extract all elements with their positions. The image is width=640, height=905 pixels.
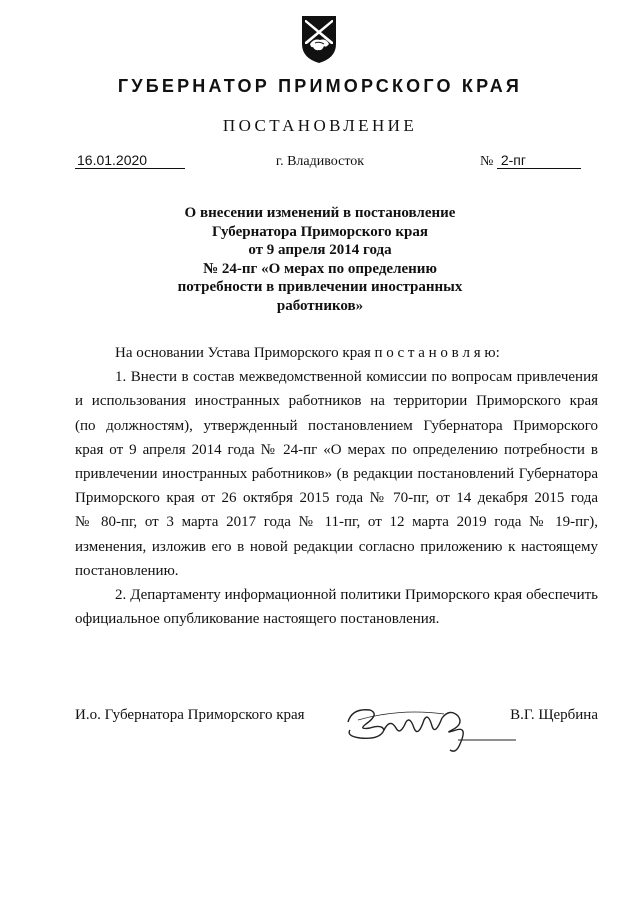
body-line: и использования иностранных работников на территории Приморского края xyxy=(75,393,598,410)
document-date: 16.01.2020 xyxy=(75,152,185,169)
body-line: края от 9 апреля 2014 года № 24-пг «О мерах по определению потребности в xyxy=(75,441,598,458)
title-line: О внесении изменений в постановление xyxy=(184,205,456,221)
document-type: ПОСТАНОВЛЕНИЕ xyxy=(222,116,418,135)
item-1-paragraph xyxy=(75,365,598,583)
coat-of-arms-icon xyxy=(300,14,338,64)
body-line: Приморского края от 26 октября 2015 года № 70-пг, от 14 декабря 2015 года xyxy=(75,490,598,507)
intro-paragraph xyxy=(75,341,598,365)
number-value: 2-пг xyxy=(497,152,581,169)
title-line: Губернатора Приморского края xyxy=(212,223,428,240)
body-line: постановлению. xyxy=(75,562,179,579)
document-title xyxy=(0,204,640,315)
document-number xyxy=(480,152,581,170)
body-line: 2. Департаменту информационной политики Приморского края обеспечить xyxy=(115,587,598,604)
document-body xyxy=(75,341,598,631)
title-line: потребности в привлечении иностранных xyxy=(177,279,463,295)
document-city: г. Владивосток xyxy=(275,154,365,169)
signer-role: И.о. Губернатора Приморского края xyxy=(75,707,305,723)
body-line: № 80-пг, от 3 марта 2017 года № 11-пг, от 12 марта 2019 года № 19-пг), xyxy=(75,514,598,531)
item-2-paragraph xyxy=(75,583,598,631)
title-line: работников» xyxy=(276,297,364,314)
organization-title: ГУБЕРНАТОР ПРИМОРСКОГО КРАЯ xyxy=(117,76,523,96)
body-line: 1. Внести в состав межведомственной комиссии по вопросам привлечения xyxy=(115,369,598,386)
title-line: от 9 апреля 2014 года xyxy=(248,242,392,258)
body-line: изменения, изложив его в новой редакции согласно приложению к настоящему xyxy=(75,538,598,555)
body-line: официальное опубликование настоящего постановления. xyxy=(75,611,440,628)
signature-icon xyxy=(340,700,520,760)
signer-name: В.Г. Щербина xyxy=(510,707,598,723)
number-prefix: № xyxy=(480,154,494,169)
body-line: (по должностям), утвержденный постановлением Губернатора Приморского xyxy=(75,417,598,434)
body-line: На основании Устава Приморского края п о с т а н о в л я ю: xyxy=(115,345,500,361)
title-line: № 24-пг «О мерах по определению xyxy=(203,260,437,277)
body-line: привлечении иностранных работников» (в редакции постановлений Губернатора xyxy=(75,466,598,483)
